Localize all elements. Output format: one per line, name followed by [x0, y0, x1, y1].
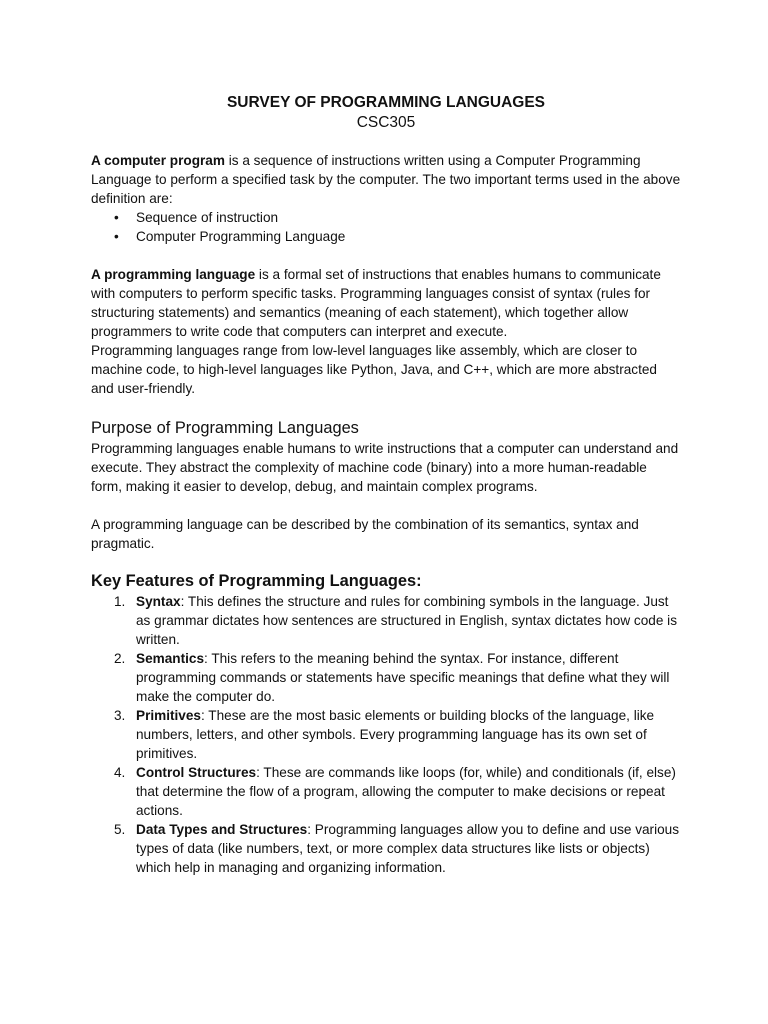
document-page: [91, 93, 681, 877]
language-range-paragraph: Programming languages range from low-level languages like assembly, which are closer to machine code, to high-level languages like Python, Java, and C++, which are more abstracted and user-friendly.: [91, 343, 657, 396]
intro-bullet-list: [91, 208, 681, 246]
list-item: • Sequence of instruction: [114, 210, 279, 225]
intro-text: is a sequence of instructions written using a Computer Programming Language to perform a specified task by the computer. The two important terms used in the above definition are:: [91, 153, 681, 206]
purpose-heading: Purpose of Programming Languages: [91, 419, 359, 437]
features-heading: Key Features of Programming Languages:: [91, 572, 422, 590]
programming-language-paragraph: A programming language is a formal set of instructions that enables humans to communicate with computers to perform specific tasks. Programming languages consist of syntax (rules for structuring statements) and semantics (meaning of each statement), which together allow programmers to write code that computers can interpret and execute.: [91, 267, 661, 339]
programming-language-term: A programming language: [91, 267, 256, 282]
intro-term: A computer program: [91, 153, 225, 168]
document-title: SURVEY OF PROGRAMMING LANGUAGES: [226, 94, 546, 111]
list-item: 5. Data Types and Structures: Programming languages allow you to define and use various types of data (like numbers, text, or more complex data structures like lists or objects) which help in managing and organizing information.: [114, 822, 680, 875]
features-list: [91, 592, 681, 877]
purpose-paragraph-1: Programming languages enable humans to write instructions that a computer can understand and execute. They abstract the complexity of machine code (binary) into a more human-readable form, making it easier to develop, debug, and maintain complex programs.: [91, 441, 679, 494]
bullet-icon: •: [114, 229, 119, 244]
list-item: • Computer Programming Language: [114, 229, 346, 244]
bullet-icon: •: [114, 210, 119, 225]
intro-paragraph: [91, 151, 681, 208]
purpose-paragraph-2: A programming language can be described by the combination of its semantics, syntax and pragmatic.: [91, 517, 639, 551]
list-item: 4. Control Structures: These are commands like loops (for, while) and conditionals (if, else) that determine the flow of a program, allowing the computer to make decisions or repeat actions.: [114, 765, 676, 818]
list-item: 3. Primitives: These are the most basic elements or building blocks of the language, like numbers, letters, and other symbols. Every programming language has its own set of primitives.: [114, 708, 655, 761]
course-code: CSC305: [356, 114, 416, 131]
list-item: 2. Semantics: This refers to the meaning behind the syntax. For instance, different programming commands or statements have specific meanings that define what they will make the computer do.: [114, 651, 670, 704]
list-item: 1. Syntax: This defines the structure and rules for combining symbols in the language. Just as grammar dictates how sentences are structured in English, syntax dictates how code is written.: [114, 594, 677, 647]
